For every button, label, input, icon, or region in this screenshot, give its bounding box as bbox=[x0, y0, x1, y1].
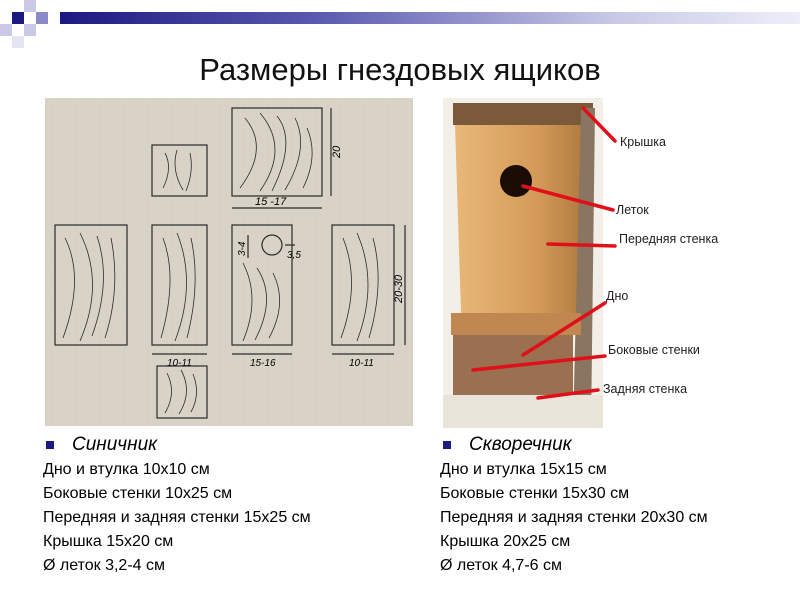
titmouse-line: Боковые стенки 10х25 см bbox=[43, 485, 233, 502]
bullet-icon bbox=[443, 441, 451, 449]
label-entrance: Леток bbox=[616, 203, 649, 217]
titmouse-line: Передняя и задняя стенки 15х25 см bbox=[43, 509, 311, 526]
dim-side-width: 10-11 bbox=[167, 358, 192, 369]
label-side-walls: Боковые стенки bbox=[608, 343, 700, 357]
starling-heading: Скворечник bbox=[469, 434, 572, 455]
starling-line: Передняя и задняя стенки 20х30 см bbox=[440, 509, 708, 526]
header-gradient-bar bbox=[60, 12, 800, 24]
page-title: Размеры гнездовых ящиков bbox=[199, 52, 601, 87]
starling-line: Ø леток 4,7-6 см bbox=[440, 557, 562, 574]
starling-specs bbox=[440, 432, 708, 578]
dim-hole-offset: 3-4 bbox=[237, 241, 248, 256]
label-front-wall: Передняя стенка bbox=[619, 232, 719, 246]
titmouse-specs bbox=[43, 432, 311, 578]
starling-line: Крышка 20х25 см bbox=[440, 533, 571, 550]
birdhouse-photo bbox=[443, 98, 603, 428]
dim-lid-width: 15 -17 bbox=[255, 196, 287, 208]
dim-back-width: 10-11 bbox=[349, 358, 374, 369]
titmouse-line: Крышка 15х20 см bbox=[43, 533, 174, 550]
dim-wall-height: 20-30 bbox=[393, 274, 405, 303]
titmouse-line: Ø леток 3,2-4 см bbox=[43, 557, 165, 574]
starling-heading-row bbox=[440, 432, 708, 458]
bullet-icon bbox=[46, 441, 54, 449]
titmouse-heading: Синичник bbox=[72, 434, 158, 455]
decorative-squares bbox=[0, 0, 60, 50]
dim-lid-height: 20 bbox=[331, 145, 343, 158]
label-back-wall: Задняя стенка bbox=[603, 382, 688, 396]
dim-hole-diameter: 3,5 bbox=[287, 250, 301, 261]
nest-box-drawing bbox=[45, 98, 413, 426]
starling-line: Дно и втулка 15х15 см bbox=[440, 461, 607, 478]
starling-line: Боковые стенки 15х30 см bbox=[440, 485, 630, 502]
dim-front-width: 15-16 bbox=[250, 358, 276, 369]
label-bottom: Дно bbox=[606, 289, 629, 303]
titmouse-line: Дно и втулка 10х10 см bbox=[43, 461, 210, 478]
label-roof: Крышка bbox=[620, 135, 666, 149]
titmouse-heading-row bbox=[43, 432, 311, 458]
